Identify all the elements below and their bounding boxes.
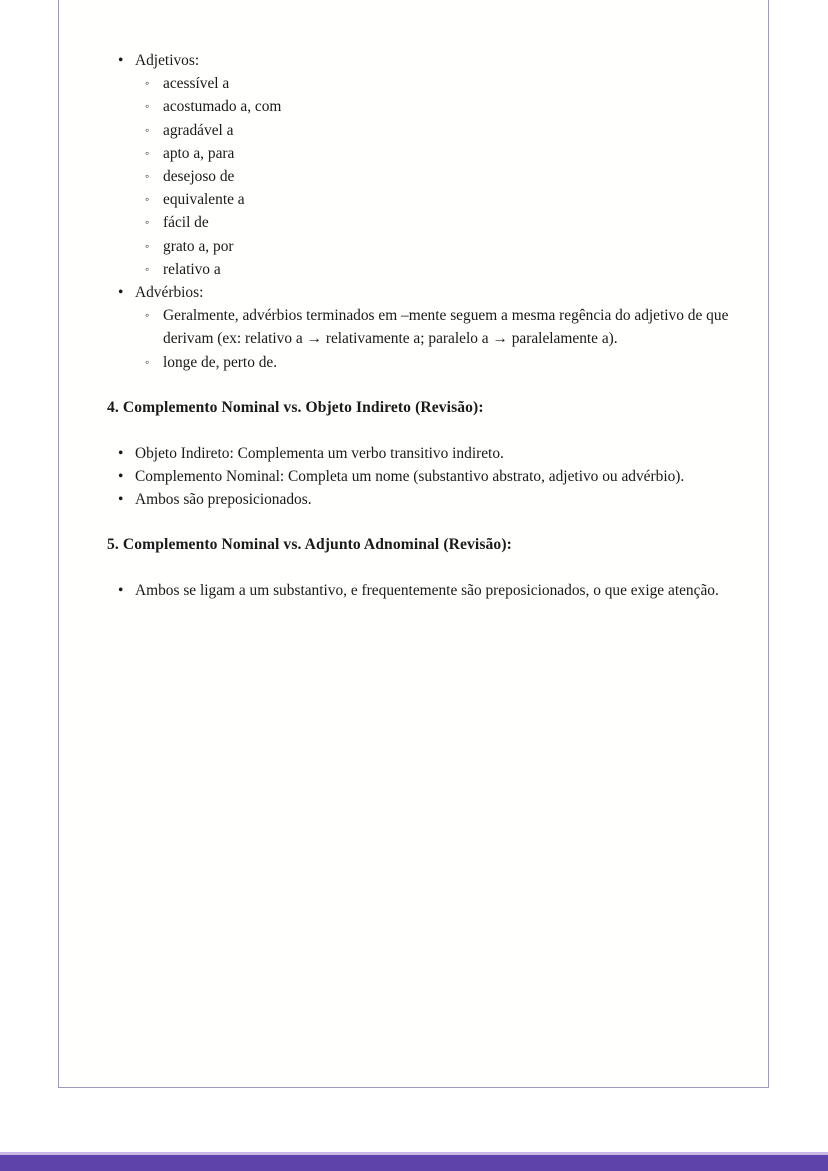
list-item-text: Objeto Indireto: Complementa um verbo transitivo indireto. [135, 444, 504, 462]
list-item-text: desejoso de [163, 168, 235, 186]
list-item-text: grato a, por [163, 237, 234, 255]
section4-list [83, 442, 738, 512]
list-item-text: Ambos são preposicionados. [135, 491, 312, 509]
list-item-text: acostumado a, com [163, 98, 282, 116]
list-item-text: Geralmente, advérbios terminados em –mente seguem a mesma regência do adjetivo de que derivam (ex: relativo a → relativamente a; paralelo a → paralelamente a). [163, 307, 729, 348]
list-item [135, 258, 738, 281]
list-item [135, 165, 738, 188]
list-item [135, 304, 738, 350]
spacer [83, 374, 738, 397]
list-item-text: Complemento Nominal: Completa um nome (substantivo abstrato, adjetivo ou advérbio). [135, 468, 685, 486]
section-heading-5: 5. Complemento Nominal vs. Adjunto Adnominal (Revisão): [107, 536, 512, 554]
spacer [83, 555, 738, 579]
circle-bullet-icon [145, 95, 149, 118]
section5-list [83, 579, 738, 602]
list-item [135, 188, 738, 211]
circle-bullet-icon [145, 211, 149, 234]
adjetivos-sublist [135, 72, 738, 281]
circle-bullet-icon [145, 188, 149, 211]
bullet-icon [118, 281, 123, 304]
list-item [135, 235, 738, 258]
circle-bullet-icon [145, 119, 149, 142]
list-item [135, 142, 738, 165]
circle-bullet-icon [145, 165, 149, 188]
list-item [135, 95, 738, 118]
list-item-adverbios [83, 281, 738, 374]
list-item-text: agradável a [163, 121, 234, 139]
list-item-text: apto a, para [163, 144, 235, 162]
circle-bullet-icon [145, 72, 149, 95]
list-item [83, 579, 738, 602]
list-item-adjetivos [83, 49, 738, 281]
list-item [83, 488, 738, 511]
list-item-text: equivalente a [163, 191, 245, 209]
list-item-label: Advérbios: [135, 284, 204, 302]
bullet-icon [118, 49, 123, 72]
regency-list [83, 49, 738, 374]
bullet-icon [118, 488, 123, 511]
circle-bullet-icon [145, 351, 149, 374]
circle-bullet-icon [145, 258, 149, 281]
list-item [135, 72, 738, 95]
list-item-text: relativo a [163, 260, 221, 278]
list-item-text: Ambos se ligam a um substantivo, e frequentemente são preposicionados, o que exige atenção. [135, 582, 719, 600]
list-item-text: acessível a [163, 75, 230, 93]
list-item [135, 211, 738, 234]
spacer [83, 418, 738, 442]
circle-bullet-icon [145, 142, 149, 165]
list-item [135, 351, 738, 374]
bottom-accent-bar [0, 1152, 828, 1171]
list-item-text: fácil de [163, 214, 209, 232]
list-item [83, 465, 738, 488]
bullet-icon [118, 442, 123, 465]
list-item-text: longe de, perto de. [163, 353, 278, 371]
document-content [59, 1, 768, 603]
section-heading-4: 4. Complemento Nominal vs. Objeto Indireto (Revisão): [107, 398, 484, 416]
bullet-icon [118, 579, 123, 602]
list-item [83, 442, 738, 465]
adverbios-sublist [135, 304, 738, 374]
list-item-label: Adjetivos: [135, 52, 200, 69]
circle-bullet-icon [145, 304, 149, 327]
bottom-bar-fill [0, 1155, 828, 1171]
document-page-sheet [58, 0, 769, 1088]
bullet-icon [118, 465, 123, 488]
list-item [135, 119, 738, 142]
circle-bullet-icon [145, 235, 149, 258]
spacer [83, 511, 738, 534]
